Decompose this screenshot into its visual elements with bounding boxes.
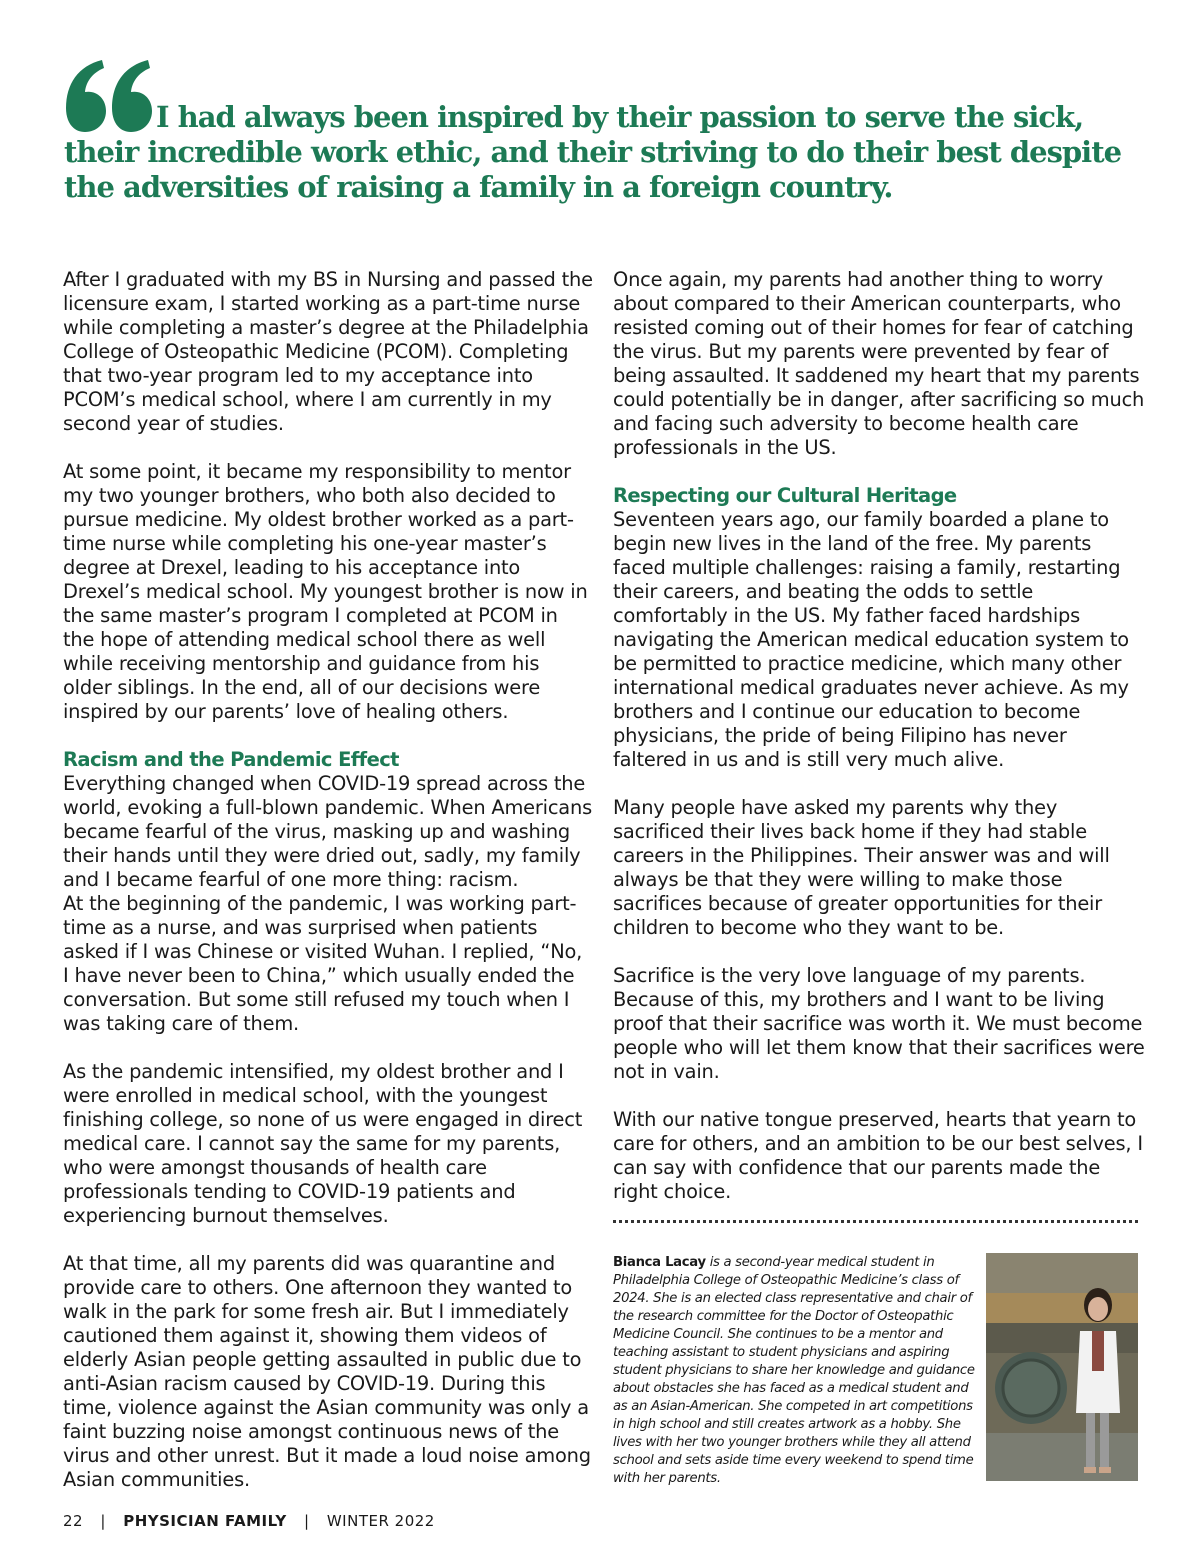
- section-heading-racism: Racism and the Pandemic Effect: [63, 748, 399, 771]
- paragraph: Once again, my parents had another thing to worry about compared to their American counterparts, who resisted coming out of their homes for fear of catching the virus. But my parents were prevented by fear of being assaulted. It saddened my heart that my parents could potentially be in danger, after sacrificing so much and facing such adversity to become health care professionals in the US.: [613, 268, 1145, 459]
- page-number: 22: [63, 1512, 84, 1530]
- dotted-divider: [613, 1220, 1138, 1223]
- author-photo: [986, 1253, 1138, 1481]
- paragraph: Sacrifice is the very love language of my parents. Because of this, my brothers and I want to be living proof that their sacrifice was worth it. We must become people who will let them know that their sacrifices were not in vain.: [613, 964, 1145, 1083]
- paragraph: At that time, all my parents did was quarantine and provide care to others. One afternoon they wanted to walk in the park for some fresh air. But I immediately cautioned them against it, showing them videos of elderly Asian people getting assaulted in public due to anti-Asian racism caused by COVID-19. During this time, violence against the Asian community was only a faint buzzing noise amongst continuous news of the virus and other unrest. But it made a loud noise among Asian communities.: [63, 1252, 591, 1491]
- paragraph: As the pandemic intensified, my oldest brother and I were enrolled in medical school, with the youngest finishing college, so none of us were engaged in direct medical care. I cannot say the same for my parents, who were amongst thousands of health care professionals tending to COVID-19 patients and experiencing burnout themselves.: [63, 1060, 583, 1227]
- author-bio: [613, 1254, 975, 1488]
- paragraph: Everything changed when COVID-19 spread across the world, evoking a full-blown pandemic. When Americans became fearful of the virus, masking up and washing their hands until they were dried out, sadly, my family and I became fearful of one more thing: racism.: [63, 772, 592, 891]
- footer-separator: |: [100, 1512, 106, 1530]
- section-heading-heritage: Respecting our Cultural Heritage: [613, 484, 957, 507]
- paragraph: With our native tongue preserved, hearts that yearn to care for others, and an ambition to be our best selves, I can say with confidence that our parents made the right choice.: [613, 1108, 1143, 1203]
- paragraph: Many people have asked my parents why they sacrificed their lives back home if they had stable careers in the Philippines. Their answer was and will always be that they were willing to make those sacrifices because of greater opportunities for their children to become who they want to be.: [613, 796, 1110, 939]
- paragraph: Seventeen years ago, our family boarded a plane to begin new lives in the land of the free. My parents faced multiple challenges: raising a family, restarting their careers, and beating the odds to settle comfortably in the US. My father faced hardships navigating the American medical education system to be permitted to practice medicine, which many other international medical graduates never achieve. As my brothers and I continue our education to become physicians, the pride of being Filipino has never faltered in us and is still very much alive.: [613, 508, 1129, 771]
- paragraph: At the beginning of the pandemic, I was working part-time as a nurse, and was surprised when patients asked if I was Chinese or visited Wuhan. I replied, “No, I have never been to China,” which usually ended the conversation. But some still refused my touch when I was taking care of them.: [63, 892, 583, 1035]
- paragraph: After I graduated with my BS in Nursing and passed the licensure exam, I started working as a part-time nurse while completing a master’s degree at the Philadelphia College of Osteopathic Medicine (PCOM). Completing that two-year program led to my acceptance into PCOM’s medical school, where I am currently in my second year of studies.: [63, 268, 593, 435]
- left-column: [63, 268, 593, 1516]
- publication-name: PHYSICIAN FAMILY: [123, 1512, 287, 1530]
- author-bio-text: is a second-year medical student in Philadelphia College of Osteopathic Medicine’s class of 2024. She is an elected class representative and chair of the research committee for the Doctor of Osteopathic Medicine Council. She continues to be a mentor and teaching assistant to student physicians and aspiring student physicians to share her knowledge and guidance about obstacles she has faced as a medical student and as an Asian-American. She competed in art competitions in high school and still creates artwork as a hobby. She lives with her two younger brothers while they all attend school and sets aside time every weekend to spend time with her parents.: [613, 1255, 975, 1486]
- footer-separator: |: [304, 1512, 310, 1530]
- page-footer: [63, 1512, 435, 1530]
- right-column: [613, 268, 1145, 1228]
- pull-quote: I had always been inspired by their passion to serve the sick, their incredible work ethic, and their striving to do their best despite the adversities of raising a family in a foreign country.: [64, 100, 1122, 204]
- issue-date: WINTER 2022: [326, 1512, 435, 1530]
- paragraph: At some point, it became my responsibility to mentor my two younger brothers, who both also decided to pursue medicine. My oldest brother worked as a part-time nurse while completing his one-year master’s degree at Drexel, leading to his acceptance into Drexel’s medical school. My youngest brother is now in the same master’s program I completed at PCOM in the hope of attending medical school there as well while receiving mentorship and guidance from his older siblings. In the end, all of our decisions were inspired by our parents’ love of healing others.: [63, 460, 588, 723]
- author-name: Bianca Lacay: [613, 1255, 706, 1270]
